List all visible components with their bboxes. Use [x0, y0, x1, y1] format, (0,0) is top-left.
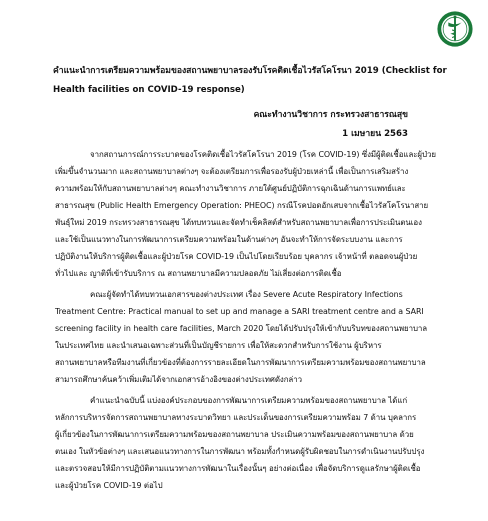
paragraph-line: หลักการบริหารจัดการสถานพยาบาลทางระบาดวิทยา และประเด็นของการเตรียมความพร้อม 7 ด้าน บุคลากร — [55, 413, 417, 422]
paragraph-line: ตนเอง ในหัวข้อต่างๆ และเสนอแนวทางการในการพัฒนา พร้อมทั้งกำหนดผู้รับผิดชอบในการดำเนินงานปรับปรุง — [55, 447, 425, 456]
paragraph-line: ปฏิบัติงานให้บริการผู้ติดเชื้อและผู้ป่วยโรค COVID-19 เป็นไปโดยเรียบร้อย บุคลากร เจ้าหน้าที่ ตลอดจนผู้ป่วย — [55, 252, 418, 261]
document-title: คำแนะนำการเตรียมความพร้อมของสถานพยาบาลรองรับโรคติดเชื้อไวรัสโคโรนา 2019 (Checklist for Health facilities on COVID-19 response) — [53, 66, 447, 95]
paragraph-line: และผู้ป่วยโรค COVID-19 ต่อไป — [55, 481, 163, 490]
paragraph-line: สามารถศึกษาค้นคว้าเพิ่มเติมได้จากเอกสารอ้างอิงของต่างประเทศดังกล่าว — [55, 375, 302, 384]
paragraph-line: screening facility in health care facilities, March 2020 โดยได้ปรับปรุงให้เข้ากับบริบทของสถานพยาบาล — [55, 324, 428, 333]
paragraph-line: สถานพยาบาลหรือทีมงานที่เกี่ยวข้องที่ต้องการรายละเอียดในการพัฒนาการเตรียมความพร้อมของสถานพยาบาล — [55, 358, 426, 367]
paragraph-line: จากสถานการณ์การระบาดของโรคติดเชื้อไวรัสโคโรนา 2019 (โรค COVID-19) ซึ่งมีผู้ติดเชื้อและผู้ป่วย — [90, 150, 436, 159]
date-line: 1 เมษายน 2563 — [342, 129, 408, 139]
paragraph-line: ในประเทศไทย และนำเสนอเฉพาะส่วนที่เป็นบัญชีรายการ เพื่อให้สะดวกสำหรับการใช้งาน ผู้บริหาร — [55, 341, 382, 350]
paragraph-line: ความพร้อมให้กับสถานพยาบาลต่างๆ คณะทำงานวิชาการ ภายใต้ศูนย์ปฏิบัติการฉุกเฉินด้านการแพทย์และ — [55, 184, 406, 193]
paragraph-line: สาธารณสุข (Public Health Emergency Operation: PHEOC) กรณีโรคปอดอักเสบจากเชื้อไวรัสโคโรนาสาย — [55, 201, 429, 210]
paragraph-line: พันธุ์ใหม่ 2019 กระทรวงสาธารณสุข ได้ทบทวนและจัดทำเช็คลิสต์สำหรับสถานพยาบาลเพื่อการประเมินตนเอง — [55, 218, 422, 227]
paragraph-line: ผู้เกี่ยวข้องในการพัฒนาการเตรียมความพร้อมของสถานพยาบาล ประเมินความพร้อมของสถานพยาบาล ด้วย — [55, 430, 414, 439]
paragraph-line: และตรวจสอบให้มีการปฏิบัติตามแนวทางการพัฒนาในเรื่องนั้นๆ อย่างต่อเนื่อง เพื่อจัดบริการดูแลรักษาผู้ติดเชื้อ — [55, 464, 421, 473]
paragraph-line: เพิ่มขึ้นจำนวนมาก และสถานพยาบาลต่างๆ จะต้องเตรียมการเพื่อรองรับผู้ป่วยเหล่านี้ เพื่อเป็นการเสริมสร้าง — [55, 167, 409, 176]
ministry-seal-icon — [436, 10, 474, 48]
paragraph-line: และใช้เป็นแนวทางในการพัฒนาการเตรียมความพร้อมในด้านต่างๆ อันจะทำให้การจัดระบบงาน และการ — [55, 235, 403, 244]
paragraph-line: Treatment Centre: Practical manual to set up and manage a SARI treatment centre and a SARI — [55, 307, 424, 316]
author-line: คณะทำงานวิชาการ กระทรวงสาธารณสุข — [253, 110, 408, 120]
paragraph-line: คณะผู้จัดทำได้ทบทวนเอกสารของต่างประเทศ เรื่อง Severe Acute Respiratory Infections — [90, 290, 403, 299]
paragraph-line: คำแนะนำฉบับนี้ แบ่งองค์ประกอบของการพัฒนาการเตรียมความพร้อมของสถานพยาบาล ได้แก่ — [90, 396, 408, 405]
paragraph-line: ทั่วไปและ ญาติที่เข้ารับบริการ ณ สถานพยาบาลมีความปลอดภัย ไม่เสี่ยงต่อการติดเชื้อ — [55, 269, 342, 278]
